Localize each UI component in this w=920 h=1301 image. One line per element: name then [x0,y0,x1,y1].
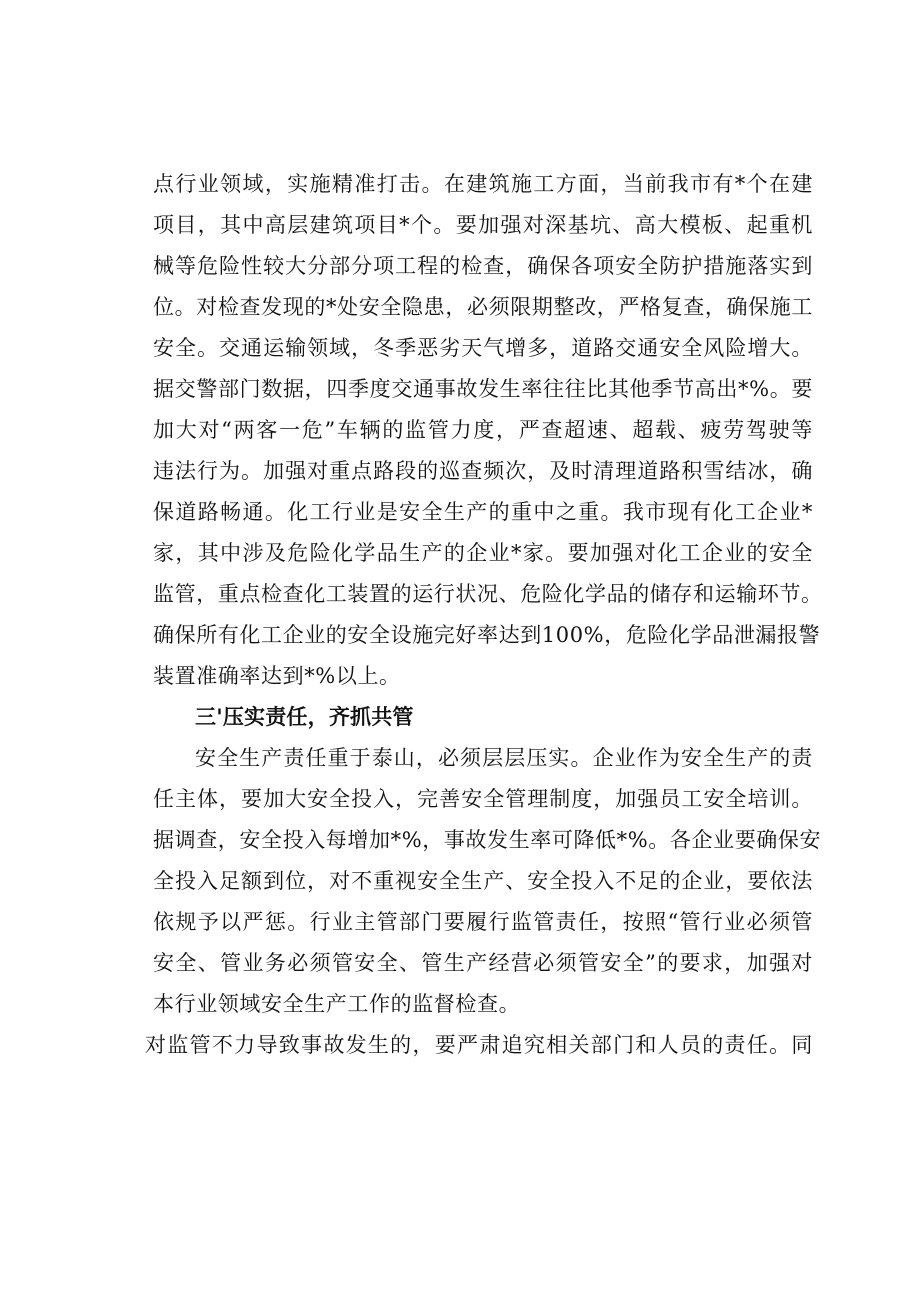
text-line: 点行业领域，实施精准打击。在建筑施工方面，当前我市有*个在建 [153,172,813,196]
section-heading: 三'压实责任，齐抓共管 [195,705,414,729]
text-line: 对监管不力导致事故发生的，要严肃追究相关部门和人员的责任。同 [145,1033,813,1057]
text-line: 确保所有化工企业的安全设施完好率达到100%，危险化学品泄漏报警 [153,623,821,647]
text-line: 全投入足额到位，对不重视安全生产、安全投入不足的企业，要依法 [153,869,813,893]
text-line: 项目，其中高层建筑项目*个。要加强对深基坑、高大模板、起重机 [153,213,813,237]
text-line: 本行业领域安全生产工作的监督检查。 [153,992,521,1016]
text-line: 加大对“两客一危”车辆的监管力度，严查超速、超载、疲劳驾驶等 [153,418,813,442]
paragraph-1 [153,164,823,697]
text-line: 安全生产责任重于泰山，必须层层压实。企业作为安全生产的责 [195,746,813,770]
text-line: 监管，重点检查化工装置的运行状况、危险化学品的储存和运输环节。 [153,582,823,606]
text-line: 位。对检查发现的*处安全隐患，必须限期整改，严格复查，确保施工 [153,295,813,319]
text-line: 械等危险性较大分部分项工程的检查，确保各项安全防护措施落实到 [153,254,813,278]
text-line: 任主体，要加大安全投入，完善安全管理制度，加强员工安全培训。 [153,787,813,811]
text-line: 安全。交通运输领域，冬季恶劣天气增多，道路交通安全风险增大。 [153,336,813,360]
text-line: 依规予以严惩。行业主管部门要履行监管责任，按照“管行业必须管 [153,910,813,934]
text-line: 安全、管业务必须管安全、管生产经营必须管安全”的要求，加强对 [153,951,813,975]
text-line: 据交警部门数据，四季度交通事故发生率往往比其他季节高出*%。要 [153,377,813,401]
text-line: 据调查，安全投入每增加*%，事故发生率可降低*%。各企业要确保安 [153,828,822,852]
document-body [145,164,823,1066]
text-line: 装置准确率达到*%以上。 [153,664,401,688]
text-line: 家，其中涉及危险化学品生产的企业*家。要加强对化工企业的安全 [153,541,813,565]
text-line: 保道路畅通。化工行业是安全生产的重中之重。我市现有化工企业* [153,500,813,524]
paragraph-3 [145,1025,813,1066]
text-line: 违法行为。加强对重点路段的巡查频次，及时清理道路积雪结冰，确 [153,459,813,483]
paragraph-2 [153,738,822,1025]
